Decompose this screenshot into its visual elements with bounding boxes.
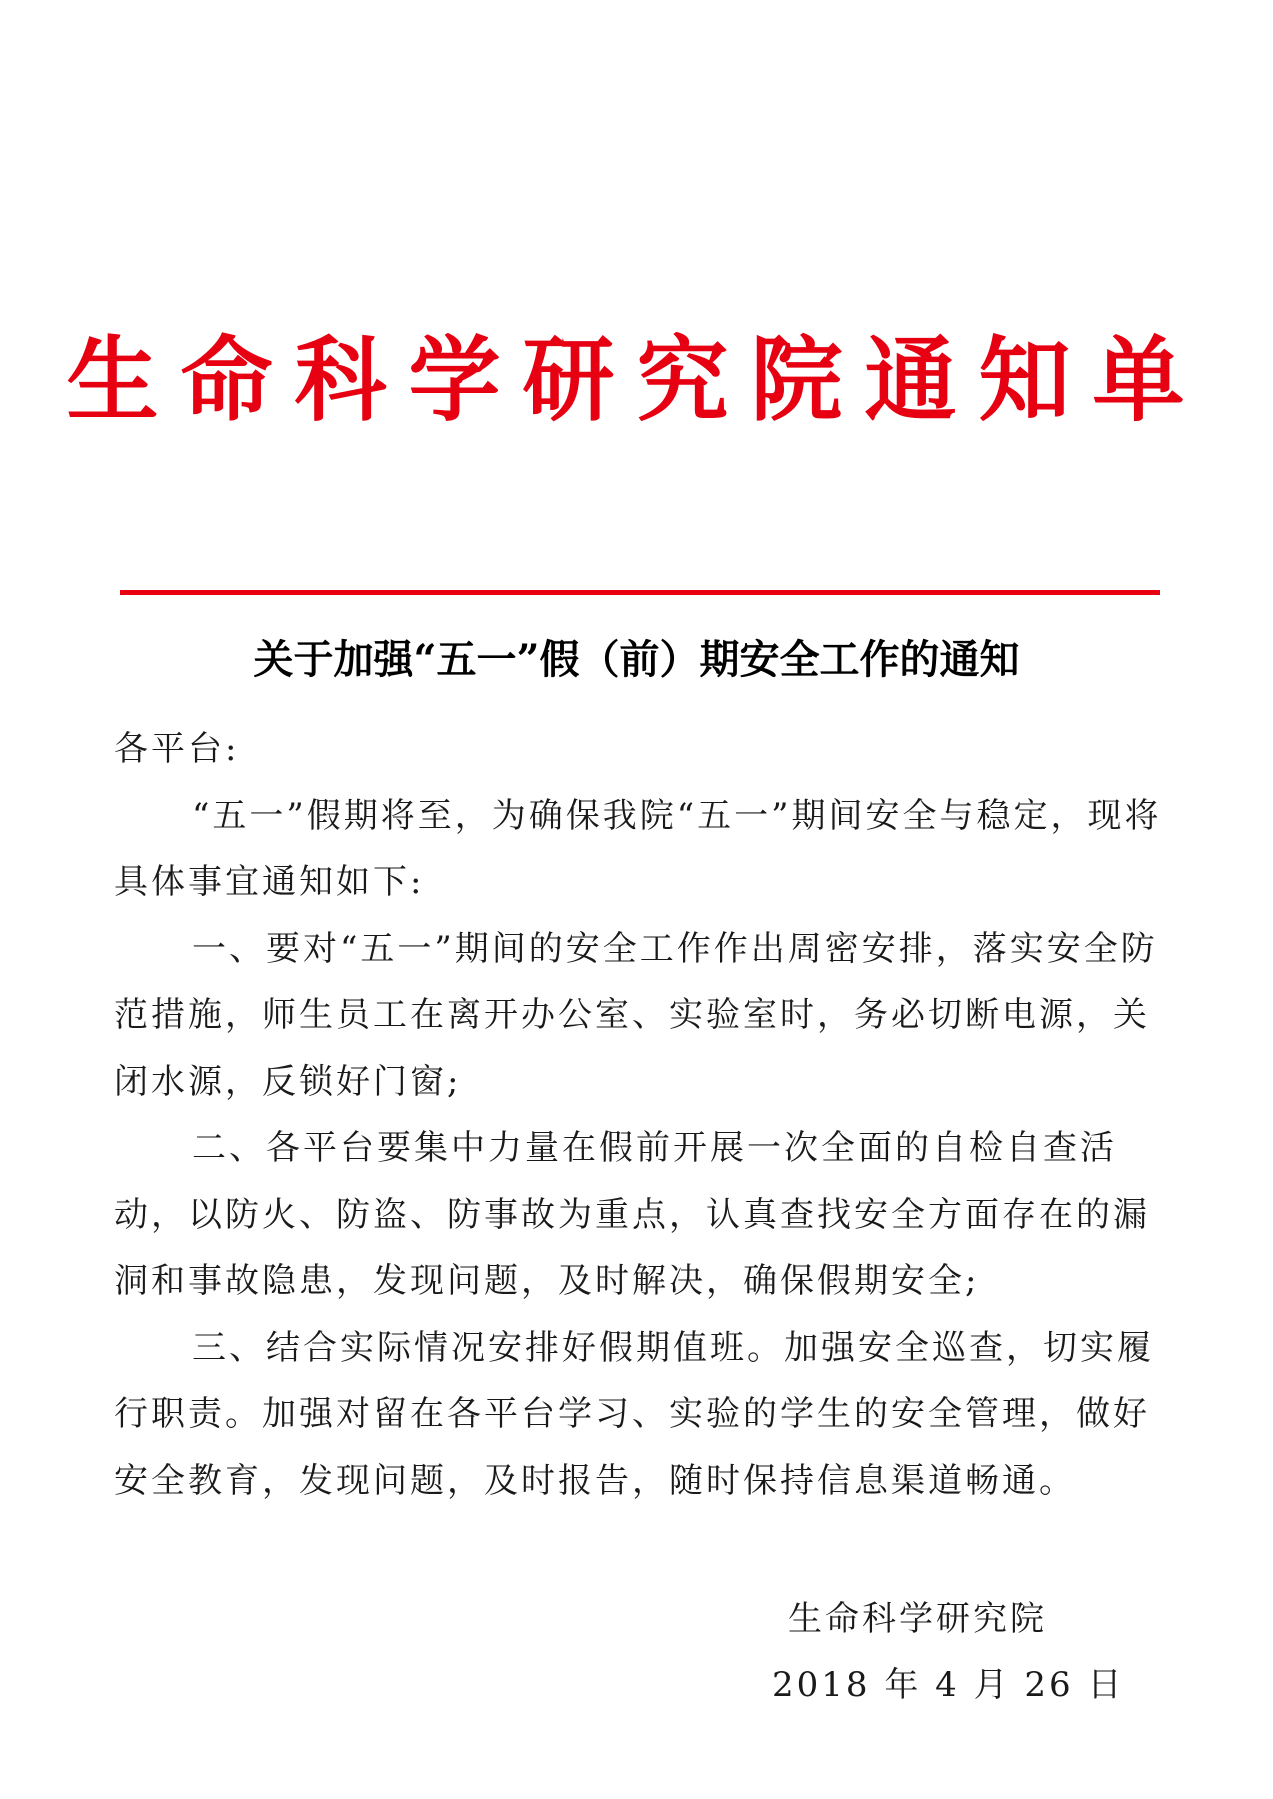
- notice-item-2: 二、各平台要集中力量在假前开展一次全面的自检自查活动，以防火、防盗、防事故为重点，认真查找安全方面存在的漏洞和事故隐患，发现问题，及时解决，确保假期安全;: [114, 1128, 1150, 1301]
- notice-title: 关于加强“五一”假（前）期安全工作的通知: [253, 636, 1020, 683]
- notice-item-3: 三、结合实际情况安排好假期值班。加强安全巡查，切实履行职责。加强对留在各平台学习、实验的学生的安全管理，做好安全教育，发现问题，及时报告，随时保持信息渠道畅通。: [114, 1327, 1154, 1501]
- signature-organization: 生命科学研究院: [788, 1599, 1047, 1639]
- salutation: 各平台:: [114, 729, 240, 769]
- notice-body: [114, 716, 1164, 1514]
- letterhead-banner: 生命科学研究院通知单: [66, 326, 1207, 434]
- notice-item-1: 一、要对“五一”期间的安全工作作出周密安排，落实安全防范措施，师生员工在离开办公室、实验室时，务必切断电源，关闭水源，反锁好门窗;: [114, 928, 1158, 1102]
- letterhead-divider: [120, 590, 1160, 595]
- signature-date: 2018 年 4 月 26 日: [772, 1665, 1125, 1705]
- intro-paragraph: “五一”假期将至，为确保我院“五一”期间安全与稳定，现将具体事宜通知如下:: [114, 795, 1162, 902]
